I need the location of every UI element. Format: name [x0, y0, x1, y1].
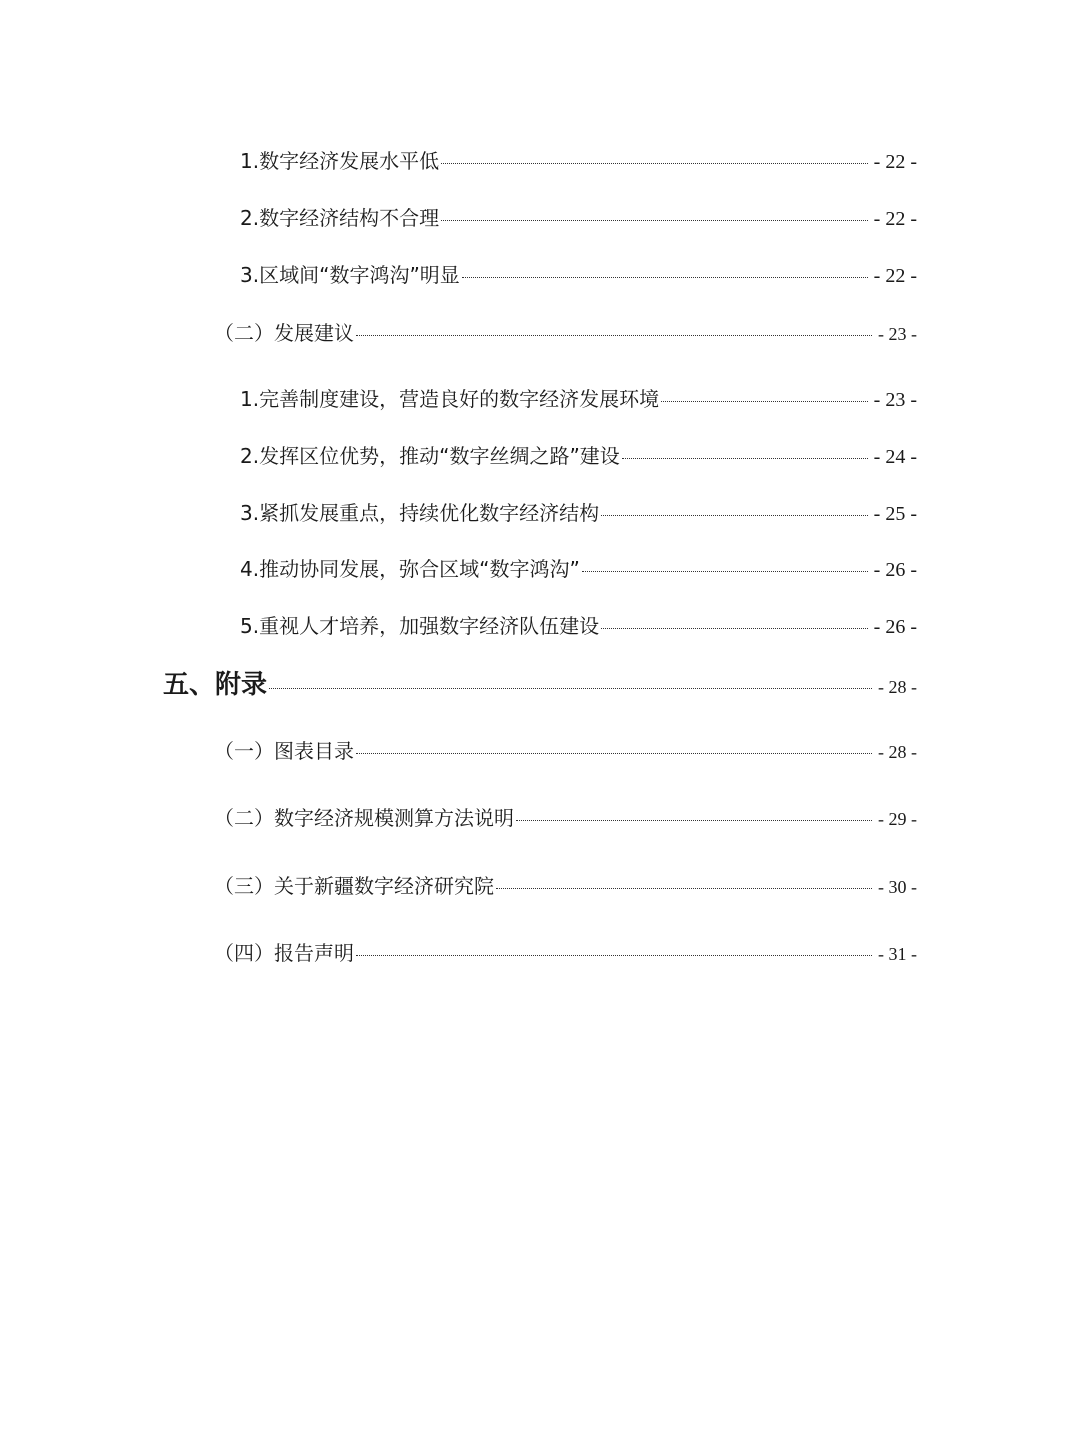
- toc-leader-dots: [601, 628, 868, 629]
- toc-page-number: - 23 -: [873, 389, 917, 411]
- toc-page-number: - 22 -: [873, 265, 917, 287]
- toc-entry-label: 1.数字经济发展水平低: [240, 149, 440, 173]
- toc-entry[interactable]: [214, 870, 917, 899]
- toc-leader-dots: [622, 458, 868, 459]
- toc-entry[interactable]: [240, 497, 917, 526]
- toc-page-number: - 29 -: [878, 809, 917, 829]
- toc-leader-dots: [462, 277, 868, 278]
- toc-entry-label: 3.区域间“数字鸿沟”明显: [240, 263, 460, 287]
- toc-leader-dots: [496, 888, 872, 889]
- toc-page-number: - 22 -: [873, 208, 917, 230]
- toc-entry[interactable]: [214, 317, 917, 346]
- toc-leader-dots: [269, 688, 872, 689]
- toc-entry-label: （二）发展建议: [214, 321, 354, 345]
- toc-leader-dots: [661, 401, 868, 402]
- toc-page-number: - 28 -: [878, 677, 917, 697]
- toc-entry-label: 1.完善制度建设，营造良好的数字经济发展环境: [240, 387, 660, 411]
- toc-page-number: - 22 -: [873, 151, 917, 173]
- toc-page-number: - 30 -: [878, 877, 917, 897]
- toc-leader-dots: [441, 220, 868, 221]
- toc-entry-label: （一）图表目录: [214, 739, 354, 763]
- toc-entry[interactable]: [214, 937, 917, 966]
- toc-entry[interactable]: [240, 553, 917, 582]
- toc-entry-label: （二）数字经济规模测算方法说明: [214, 806, 514, 830]
- toc-page-number: - 23 -: [878, 324, 917, 344]
- toc-entry-label: 4.推动协同发展，弥合区域“数字鸿沟”: [240, 557, 580, 581]
- toc-page-number: - 26 -: [873, 559, 917, 581]
- toc-entry[interactable]: [214, 735, 917, 764]
- toc-entry[interactable]: [240, 383, 917, 412]
- toc-chapter-entry[interactable]: [163, 664, 917, 701]
- toc-entry-label: 2.发挥区位优势，推动“数字丝绸之路”建设: [240, 444, 620, 468]
- toc-entry[interactable]: [240, 440, 917, 469]
- toc-leader-dots: [601, 515, 868, 516]
- toc-page-number: - 24 -: [873, 446, 917, 468]
- toc-entry[interactable]: [240, 610, 917, 639]
- toc-chapter-label: 五、附录: [163, 670, 268, 700]
- toc-leader-dots: [356, 753, 872, 754]
- toc-leader-dots: [441, 163, 868, 164]
- toc-entry-label: 3.紧抓发展重点，持续优化数字经济结构: [240, 501, 600, 525]
- toc-entry[interactable]: [240, 259, 917, 288]
- toc-leader-dots: [516, 820, 872, 821]
- toc-leader-dots: [356, 335, 872, 336]
- toc-page-number: - 28 -: [878, 742, 917, 762]
- toc-entry[interactable]: [214, 802, 917, 831]
- toc-leader-dots: [356, 955, 872, 956]
- toc-entry[interactable]: [240, 202, 917, 231]
- toc-entry[interactable]: [240, 145, 917, 174]
- toc-leader-dots: [582, 571, 868, 572]
- toc-entry-label: （三）关于新疆数字经济研究院: [214, 874, 494, 898]
- toc-entry-label: 2.数字经济结构不合理: [240, 206, 440, 230]
- toc-page-number: - 31 -: [878, 944, 917, 964]
- toc-page-number: - 25 -: [873, 503, 917, 525]
- toc-entry-label: 5.重视人才培养，加强数字经济队伍建设: [240, 614, 600, 638]
- toc-page-number: - 26 -: [873, 616, 917, 638]
- toc-entry-label: （四）报告声明: [214, 941, 354, 965]
